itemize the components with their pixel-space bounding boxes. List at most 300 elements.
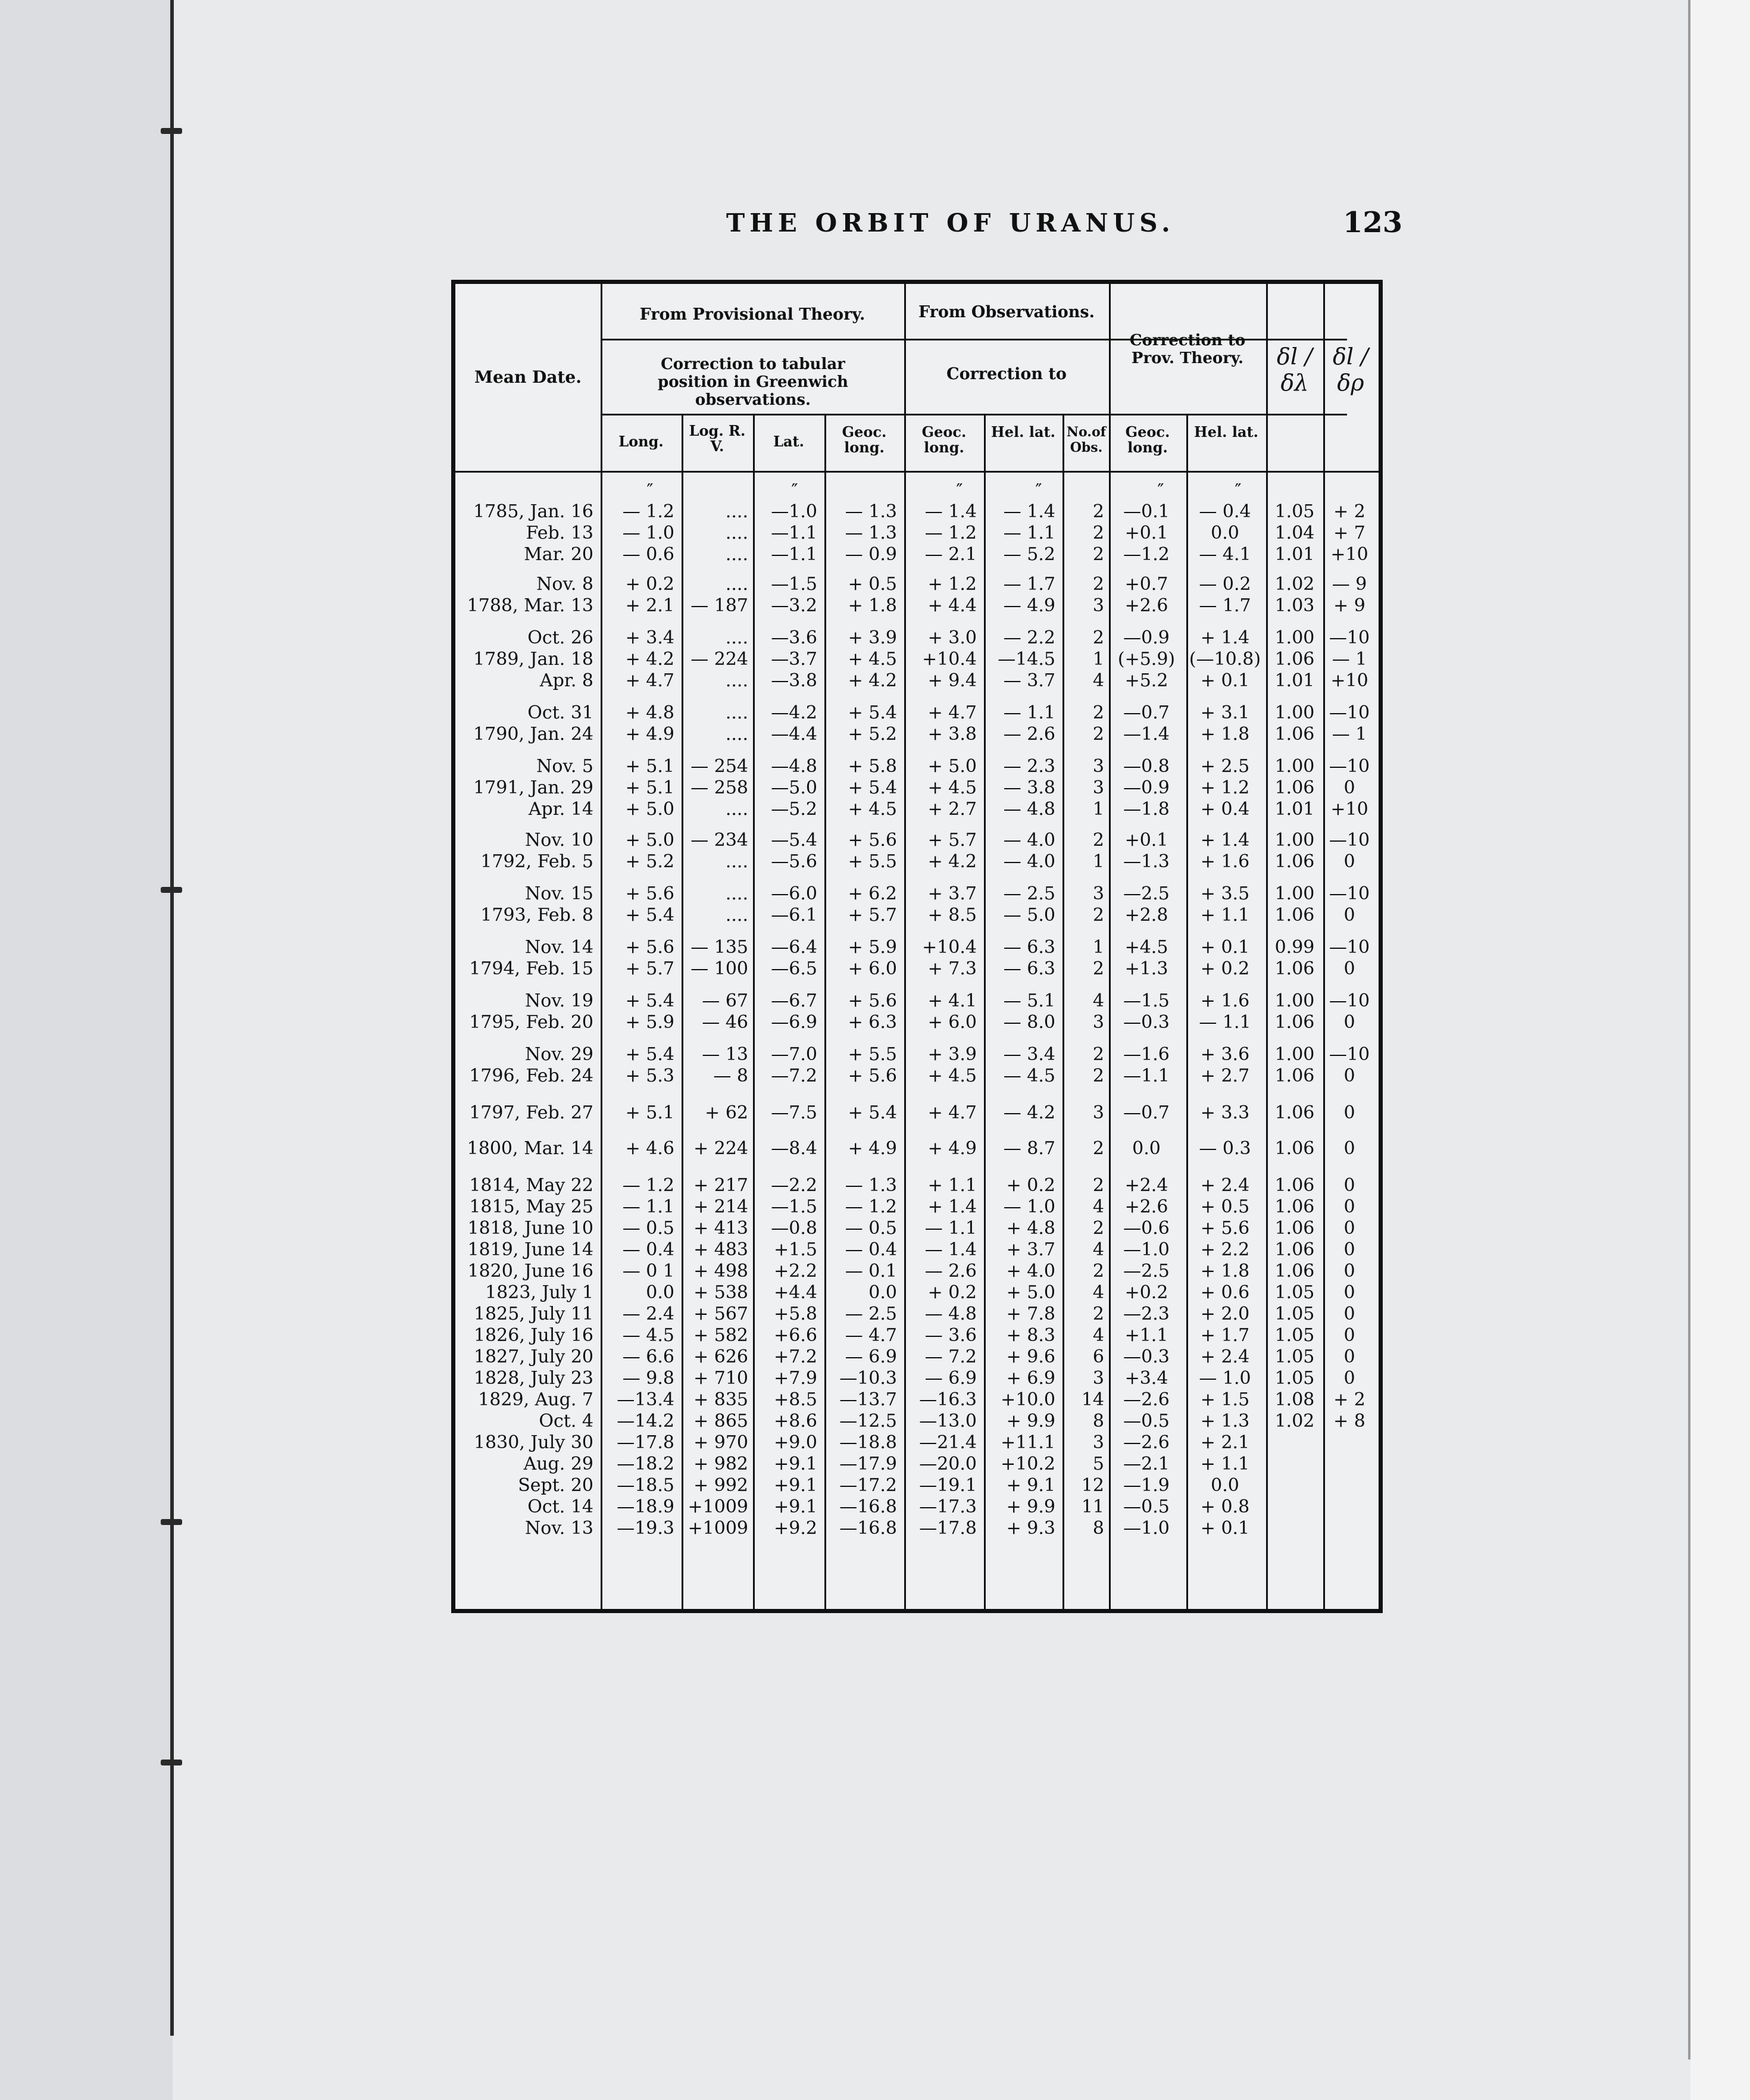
obs-hel-lat-cell: — 4.0 <box>1003 830 1055 851</box>
obs-hel-lat-cell: + 5.0 <box>1006 1282 1055 1303</box>
geoc-long-cell: — 1.3 <box>845 523 897 543</box>
corr-hel-lat-cell: + 2.5 <box>1200 756 1250 777</box>
corr-geoc-long-cell: —1.2 <box>1123 544 1170 565</box>
geoc-long-cell: + 6.2 <box>848 883 897 904</box>
mean-date-cell: Apr. 14 <box>528 799 593 820</box>
dl-drho-cell: —10 <box>1329 990 1370 1011</box>
dl-drho-cell: 0 <box>1343 1304 1355 1324</box>
dl-drho-cell: 0 <box>1343 1175 1355 1196</box>
geoc-long-cell: —13.7 <box>839 1389 897 1410</box>
corr-geoc-long-cell: +2.6 <box>1124 1196 1168 1217</box>
long-cell: — 2.4 <box>622 1304 674 1324</box>
lat-cell: +8.5 <box>774 1389 817 1410</box>
log-rv-cell: — 67 <box>702 990 748 1011</box>
obs-hel-lat-cell: — 1.1 <box>1003 702 1055 723</box>
mean-date-cell: 1797, Feb. 27 <box>469 1102 593 1123</box>
obs-geoc-long-cell: —20.0 <box>919 1454 977 1474</box>
lat-cell: —1.0 <box>771 501 817 522</box>
corr-geoc-long-cell: —0.9 <box>1123 627 1170 648</box>
lat-cell: +9.2 <box>774 1518 817 1539</box>
dl-dlambda-cell: 1.01 <box>1274 799 1315 820</box>
geoc-long-cell: + 5.4 <box>848 777 897 798</box>
obs-geoc-long-cell: —21.4 <box>919 1432 977 1453</box>
geoc-long-cell: + 5.5 <box>848 851 897 872</box>
long-cell: + 5.6 <box>625 883 674 904</box>
mean-date-cell: Nov. 8 <box>536 574 593 595</box>
log-rv-cell: + 214 <box>693 1196 748 1217</box>
geoc-long-cell: —16.8 <box>839 1496 897 1517</box>
mean-date-cell: 1794, Feb. 15 <box>469 958 593 979</box>
corr-geoc-long-cell: +1.1 <box>1124 1325 1168 1346</box>
dl-drho-cell: 0 <box>1343 1346 1355 1367</box>
corr-hel-lat-cell: — 1.7 <box>1199 595 1251 616</box>
dl-dlambda-cell: 1.05 <box>1274 1346 1315 1367</box>
dl-drho-cell: 0 <box>1343 1239 1355 1260</box>
lat-cell: +7.9 <box>774 1368 817 1389</box>
mean-date-cell: Feb. 13 <box>526 523 593 543</box>
corr-geoc-long-cell: —1.9 <box>1123 1475 1170 1496</box>
corr-hel-lat-cell: + 2.1 <box>1200 1432 1250 1453</box>
dl-drho-cell: —10 <box>1329 756 1370 777</box>
dl-drho-cell: 0 <box>1343 1196 1355 1217</box>
table-row <box>455 1196 1379 1218</box>
corr-hel-lat-cell: (—10.8) <box>1189 649 1261 670</box>
header-correction-prov-theory: Correction to Prov. Theory. <box>1129 332 1246 367</box>
lat-cell: —4.4 <box>771 724 817 745</box>
no-obs-cell: 2 <box>1092 1261 1104 1282</box>
table-row <box>455 1475 1379 1496</box>
obs-hel-lat-cell: — 3.8 <box>1003 777 1055 798</box>
dl-dlambda-cell: 1.03 <box>1274 595 1315 616</box>
obs-hel-lat-cell: +11.1 <box>1001 1432 1055 1453</box>
no-obs-cell: 3 <box>1092 1368 1104 1389</box>
long-cell: + 5.3 <box>625 1065 674 1086</box>
geoc-long-cell: + 4.5 <box>848 799 897 820</box>
obs-hel-lat-cell: + 4.8 <box>1006 1218 1055 1239</box>
lat-cell: +6.6 <box>774 1325 817 1346</box>
corr-geoc-long-cell: (+5.9) <box>1117 649 1176 670</box>
table-row <box>455 1261 1379 1282</box>
no-obs-cell: 2 <box>1092 544 1104 565</box>
dl-drho-cell: 0 <box>1343 851 1355 872</box>
no-obs-cell: 4 <box>1092 1282 1104 1303</box>
table-row <box>455 777 1379 799</box>
binding-stitch <box>161 887 182 893</box>
corr-hel-lat-cell: + 0.6 <box>1200 1282 1250 1303</box>
dl-dlambda-cell: 1.06 <box>1274 1065 1315 1086</box>
geoc-long-cell: — 2.5 <box>845 1304 897 1324</box>
log-rv-cell: .... <box>725 574 748 595</box>
corr-hel-lat-cell: + 3.5 <box>1200 883 1250 904</box>
table-row <box>455 1304 1379 1325</box>
obs-hel-lat-cell: + 4.0 <box>1006 1261 1055 1282</box>
obs-hel-lat-cell: — 5.2 <box>1003 544 1055 565</box>
lat-cell: —5.0 <box>771 777 817 798</box>
obs-hel-lat-cell: — 5.1 <box>1003 990 1055 1011</box>
mean-date-cell: 1785, Jan. 16 <box>473 501 593 522</box>
lat-cell: —4.2 <box>771 702 817 723</box>
long-cell: + 5.0 <box>625 830 674 851</box>
dl-dlambda-cell: 1.06 <box>1274 1175 1315 1196</box>
no-obs-cell: 2 <box>1092 574 1104 595</box>
long-cell: + 5.7 <box>625 958 674 979</box>
no-obs-cell: 1 <box>1092 799 1104 820</box>
obs-geoc-long-cell: —16.3 <box>919 1389 977 1410</box>
table-row <box>455 1389 1379 1411</box>
table-row <box>455 574 1379 595</box>
mean-date-cell: Nov. 5 <box>536 756 593 777</box>
no-obs-cell: 8 <box>1092 1518 1104 1539</box>
dl-dlambda-cell: 1.00 <box>1274 990 1315 1011</box>
lat-cell: —1.1 <box>771 544 817 565</box>
mean-date-cell: 1815, May 25 <box>469 1196 593 1217</box>
long-cell: — 0.5 <box>622 1218 674 1239</box>
obs-hel-lat-cell: + 9.9 <box>1006 1411 1055 1432</box>
obs-geoc-long-cell: — 1.2 <box>924 523 977 543</box>
corr-hel-lat-cell: — 1.1 <box>1199 1012 1251 1033</box>
log-rv-cell: + 710 <box>693 1368 748 1389</box>
dl-drho-cell: — 9 <box>1332 574 1367 595</box>
obs-hel-lat-cell: — 4.5 <box>1003 1065 1055 1086</box>
corr-geoc-long-cell: —1.6 <box>1123 1044 1170 1065</box>
table-row <box>455 1432 1379 1454</box>
corr-geoc-long-cell: —1.4 <box>1123 724 1170 745</box>
corr-geoc-long-cell: —2.6 <box>1123 1432 1170 1453</box>
long-cell: + 5.9 <box>625 1012 674 1033</box>
log-rv-cell: .... <box>725 905 748 926</box>
obs-hel-lat-cell: — 2.2 <box>1003 627 1055 648</box>
corr-geoc-long-cell: —0.9 <box>1123 777 1170 798</box>
log-rv-cell: .... <box>725 501 748 522</box>
dl-drho-cell: —10 <box>1329 937 1370 958</box>
dl-drho-cell: 0 <box>1343 1065 1355 1086</box>
lat-cell: —6.9 <box>771 1012 817 1033</box>
lat-cell: +7.2 <box>774 1346 817 1367</box>
long-cell: — 1.2 <box>622 501 674 522</box>
corr-geoc-long-cell: +0.2 <box>1124 1282 1168 1303</box>
obs-hel-lat-cell: — 2.5 <box>1003 883 1055 904</box>
mean-date-cell: Oct. 31 <box>527 702 593 723</box>
dl-dlambda-cell: 1.00 <box>1274 1044 1315 1065</box>
obs-geoc-long-cell: + 8.5 <box>927 905 977 926</box>
obs-geoc-long-cell: + 1.4 <box>927 1196 977 1217</box>
table-row <box>455 1175 1379 1196</box>
log-rv-cell: + 865 <box>693 1411 748 1432</box>
geoc-long-cell: + 5.6 <box>848 1065 897 1086</box>
corr-geoc-long-cell: +1.3 <box>1124 958 1168 979</box>
table-row <box>455 1325 1379 1346</box>
geoc-long-cell: — 4.7 <box>845 1325 897 1346</box>
obs-geoc-long-cell: — 1.4 <box>924 501 977 522</box>
obs-geoc-long-cell: + 6.0 <box>927 1012 977 1033</box>
mean-date-cell: Nov. 15 <box>525 883 593 904</box>
log-rv-cell: + 626 <box>693 1346 748 1367</box>
log-rv-cell: + 224 <box>693 1138 748 1159</box>
lat-cell: —2.2 <box>771 1175 817 1196</box>
long-cell: + 0.2 <box>625 574 674 595</box>
mean-date-cell: Nov. 29 <box>525 1044 593 1065</box>
geoc-long-cell: + 5.4 <box>848 1102 897 1123</box>
dl-dlambda-cell: 1.00 <box>1274 756 1315 777</box>
obs-hel-lat-cell: — 1.1 <box>1003 523 1055 543</box>
log-rv-cell: + 538 <box>693 1282 748 1303</box>
dl-dlambda-cell: 1.06 <box>1274 1196 1315 1217</box>
corr-geoc-long-cell: —0.6 <box>1123 1218 1170 1239</box>
corr-geoc-long-cell: —0.3 <box>1123 1346 1170 1367</box>
long-cell: + 5.2 <box>625 851 674 872</box>
corr-geoc-long-cell: +5.2 <box>1124 670 1168 691</box>
obs-geoc-long-cell: — 6.9 <box>924 1368 977 1389</box>
geoc-long-cell: + 5.8 <box>848 756 897 777</box>
no-obs-cell: 2 <box>1092 523 1104 543</box>
log-rv-cell: .... <box>725 702 748 723</box>
table-row <box>455 937 1379 958</box>
corr-hel-lat-cell: + 0.8 <box>1200 1496 1250 1517</box>
corr-hel-lat-cell: + 1.5 <box>1200 1389 1250 1410</box>
no-obs-cell: 3 <box>1092 883 1104 904</box>
dl-drho-cell: + 8 <box>1333 1411 1365 1432</box>
dl-drho-cell: —10 <box>1329 830 1370 851</box>
geoc-long-cell: —17.9 <box>839 1454 897 1474</box>
dl-dlambda-cell: 1.06 <box>1274 851 1315 872</box>
table-row <box>455 595 1379 617</box>
mean-date-cell: 1800, Mar. 14 <box>467 1138 593 1159</box>
log-rv-cell: + 992 <box>693 1475 748 1496</box>
obs-hel-lat-cell: + 7.8 <box>1006 1304 1055 1324</box>
geoc-long-cell: + 3.9 <box>848 627 897 648</box>
no-obs-cell: 8 <box>1092 1411 1104 1432</box>
corr-hel-lat-cell: + 1.7 <box>1200 1325 1250 1346</box>
log-rv-cell: — 234 <box>690 830 748 851</box>
table-row <box>455 1346 1379 1368</box>
obs-geoc-long-cell: + 1.1 <box>927 1175 977 1196</box>
header-mean-date: Mean Date. <box>474 367 582 387</box>
mean-date-cell: Mar. 20 <box>524 544 593 565</box>
binding-stitch <box>161 1519 182 1525</box>
mean-date-cell: 1793, Feb. 8 <box>480 905 593 926</box>
table-row <box>455 649 1379 670</box>
lat-cell: —3.6 <box>771 627 817 648</box>
corr-hel-lat-cell: + 2.4 <box>1200 1175 1250 1196</box>
table-row <box>455 799 1379 820</box>
dl-drho-cell: — 1 <box>1332 724 1367 745</box>
log-rv-cell: + 62 <box>705 1102 748 1123</box>
corr-geoc-long-cell: —0.5 <box>1123 1411 1170 1432</box>
page-edge-line <box>1688 0 1690 2060</box>
lat-cell: —6.0 <box>771 883 817 904</box>
header-correction-tabular: Correction to tabular position in Greenwich observations. <box>658 355 848 409</box>
no-obs-cell: 1 <box>1092 937 1104 958</box>
table-row <box>455 544 1379 565</box>
obs-hel-lat-cell: +10.0 <box>1001 1389 1055 1410</box>
log-rv-cell: +1009 <box>688 1518 748 1539</box>
dl-drho-cell: 0 <box>1343 1102 1355 1123</box>
header-from-provisional-theory: From Provisional Theory. <box>639 305 865 324</box>
mean-date-cell: Apr. 8 <box>539 670 593 691</box>
log-rv-cell: — 224 <box>690 649 748 670</box>
mean-date-cell: Nov. 19 <box>525 990 593 1011</box>
corr-hel-lat-cell: + 3.1 <box>1200 702 1250 723</box>
log-rv-cell: — 258 <box>690 777 748 798</box>
no-obs-cell: 1 <box>1092 649 1104 670</box>
header-correction-to: Correction to <box>946 365 1067 383</box>
log-rv-cell: — 187 <box>690 595 748 616</box>
mean-date-cell: 1788, Mar. 13 <box>467 595 593 616</box>
mean-date-cell: 1790, Jan. 24 <box>473 724 593 745</box>
mean-date-cell: Oct. 4 <box>539 1411 593 1432</box>
lat-cell: —7.5 <box>771 1102 817 1123</box>
obs-hel-lat-cell: + 3.7 <box>1006 1239 1055 1260</box>
corr-geoc-long-cell: +0.1 <box>1124 523 1168 543</box>
no-obs-cell: 3 <box>1092 595 1104 616</box>
dl-drho-cell: + 2 <box>1333 501 1365 522</box>
dl-drho-cell: +10 <box>1330 799 1368 820</box>
header-log-rv: Log. R. V. <box>689 422 746 455</box>
table-row <box>455 1239 1379 1261</box>
mean-date-cell: 1829, Aug. 7 <box>478 1389 593 1410</box>
geoc-long-cell: + 5.6 <box>848 990 897 1011</box>
corr-hel-lat-cell: — 4.1 <box>1199 544 1251 565</box>
lat-cell: —6.5 <box>771 958 817 979</box>
no-obs-cell: 2 <box>1092 702 1104 723</box>
geoc-long-cell: + 6.0 <box>848 958 897 979</box>
corr-hel-lat-cell: — 0.3 <box>1199 1138 1251 1159</box>
obs-hel-lat-cell: — 4.8 <box>1003 799 1055 820</box>
lat-cell: —8.4 <box>771 1138 817 1159</box>
table-row <box>455 1368 1379 1389</box>
no-obs-cell: 2 <box>1092 1065 1104 1086</box>
lat-cell: —6.1 <box>771 905 817 926</box>
dl-dlambda-cell: 1.00 <box>1274 702 1315 723</box>
header-no-obs: No.of Obs. <box>1066 424 1107 455</box>
geoc-long-cell: + 6.3 <box>848 1012 897 1033</box>
mean-date-cell: Nov. 10 <box>525 830 593 851</box>
obs-hel-lat-cell: — 3.7 <box>1003 670 1055 691</box>
corr-geoc-long-cell: +2.6 <box>1124 595 1168 616</box>
corr-geoc-long-cell: +3.4 <box>1124 1368 1168 1389</box>
obs-geoc-long-cell: + 3.0 <box>927 627 977 648</box>
mean-date-cell: 1823, July 1 <box>485 1282 593 1303</box>
obs-hel-lat-cell: — 2.3 <box>1003 756 1055 777</box>
corr-hel-lat-cell: + 1.3 <box>1200 1411 1250 1432</box>
table-row <box>455 1411 1379 1432</box>
obs-geoc-long-cell: + 0.2 <box>927 1282 977 1303</box>
obs-geoc-long-cell: —17.3 <box>919 1496 977 1517</box>
long-cell: + 5.4 <box>625 990 674 1011</box>
obs-hel-lat-cell: — 1.4 <box>1003 501 1055 522</box>
dl-drho-cell: 0 <box>1343 1218 1355 1239</box>
table-row <box>455 627 1379 649</box>
corr-hel-lat-cell: + 1.4 <box>1200 627 1250 648</box>
long-cell: + 5.6 <box>625 937 674 958</box>
log-rv-cell: — 100 <box>690 958 748 979</box>
header-dl-drho: δl / δρ <box>1333 343 1368 396</box>
table-row <box>455 1138 1379 1160</box>
obs-hel-lat-cell: +10.2 <box>1001 1454 1055 1474</box>
corr-hel-lat-cell: + 2.7 <box>1200 1065 1250 1086</box>
no-obs-cell: 2 <box>1092 1304 1104 1324</box>
log-rv-cell: .... <box>725 883 748 904</box>
dl-drho-cell: 0 <box>1343 1325 1355 1346</box>
geoc-long-cell: — 0.5 <box>845 1218 897 1239</box>
dl-dlambda-cell: 1.06 <box>1274 1261 1315 1282</box>
long-cell: — 0.6 <box>622 544 674 565</box>
mean-date-cell: 1789, Jan. 18 <box>473 649 593 670</box>
mean-date-cell: 1791, Jan. 29 <box>473 777 593 798</box>
no-obs-cell: 2 <box>1092 958 1104 979</box>
corr-geoc-long-cell: —1.0 <box>1123 1239 1170 1260</box>
log-rv-cell: .... <box>725 523 748 543</box>
dl-dlambda-cell: 1.06 <box>1274 905 1315 926</box>
log-rv-cell: +1009 <box>688 1496 748 1517</box>
obs-hel-lat-cell: — 4.9 <box>1003 595 1055 616</box>
dl-dlambda-cell: 1.05 <box>1274 1368 1315 1389</box>
no-obs-cell: 4 <box>1092 1239 1104 1260</box>
obs-hel-lat-cell: + 8.3 <box>1006 1325 1055 1346</box>
obs-hel-lat-cell: — 2.6 <box>1003 724 1055 745</box>
corr-hel-lat-cell: + 5.6 <box>1200 1218 1250 1239</box>
table-row <box>455 1065 1379 1087</box>
corr-hel-lat-cell: + 1.6 <box>1200 990 1250 1011</box>
corr-geoc-long-cell: —2.5 <box>1123 1261 1170 1282</box>
lat-cell: +5.8 <box>774 1304 817 1324</box>
lat-cell: +8.6 <box>774 1411 817 1432</box>
table-row <box>455 905 1379 926</box>
table-row <box>455 724 1379 745</box>
dl-dlambda-cell: 1.00 <box>1274 830 1315 851</box>
mean-date-cell: 1818, June 10 <box>467 1218 593 1239</box>
geoc-long-cell: + 5.2 <box>848 724 897 745</box>
obs-hel-lat-cell: — 4.2 <box>1003 1102 1055 1123</box>
mean-date-cell: 1830, July 30 <box>473 1432 593 1453</box>
obs-hel-lat-cell: — 4.0 <box>1003 851 1055 872</box>
binding-stitch <box>161 128 182 134</box>
mean-date-cell: 1827, July 20 <box>473 1346 593 1367</box>
corr-hel-lat-cell: — 0.4 <box>1199 501 1251 522</box>
no-obs-cell: 11 <box>1081 1496 1104 1517</box>
dl-dlambda-cell: 1.01 <box>1274 670 1315 691</box>
corr-geoc-long-cell: —0.8 <box>1123 756 1170 777</box>
dl-drho-cell: +10 <box>1330 670 1368 691</box>
long-cell: — 6.6 <box>622 1346 674 1367</box>
obs-hel-lat-cell: + 0.2 <box>1006 1175 1055 1196</box>
obs-geoc-long-cell: — 4.8 <box>924 1304 977 1324</box>
no-obs-cell: 2 <box>1092 627 1104 648</box>
dl-drho-cell: 0 <box>1343 1138 1355 1159</box>
corr-hel-lat-cell: + 0.1 <box>1200 1518 1250 1539</box>
obs-geoc-long-cell: + 9.4 <box>927 670 977 691</box>
corr-hel-lat-cell: + 1.1 <box>1200 1454 1250 1474</box>
dl-drho-cell: —10 <box>1329 627 1370 648</box>
dl-dlambda-cell: 1.02 <box>1274 1411 1315 1432</box>
geoc-long-cell: + 5.5 <box>848 1044 897 1065</box>
unit-mark: ″ <box>1157 480 1164 501</box>
mean-date-cell: 1795, Feb. 20 <box>469 1012 593 1033</box>
geoc-long-cell: — 1.3 <box>845 1175 897 1196</box>
log-rv-cell: + 567 <box>693 1304 748 1324</box>
lat-cell: —5.2 <box>771 799 817 820</box>
corr-hel-lat-cell: + 1.8 <box>1200 1261 1250 1282</box>
table-row <box>455 958 1379 980</box>
dl-drho-cell: 0 <box>1343 777 1355 798</box>
table-row <box>455 1218 1379 1239</box>
corr-hel-lat-cell: — 0.2 <box>1199 574 1251 595</box>
dl-drho-cell: + 2 <box>1333 1389 1365 1410</box>
log-rv-cell: — 135 <box>690 937 748 958</box>
header-geoc-long-correction: Geoc. long. <box>1125 423 1170 456</box>
long-cell: + 5.0 <box>625 799 674 820</box>
no-obs-cell: 2 <box>1092 1175 1104 1196</box>
